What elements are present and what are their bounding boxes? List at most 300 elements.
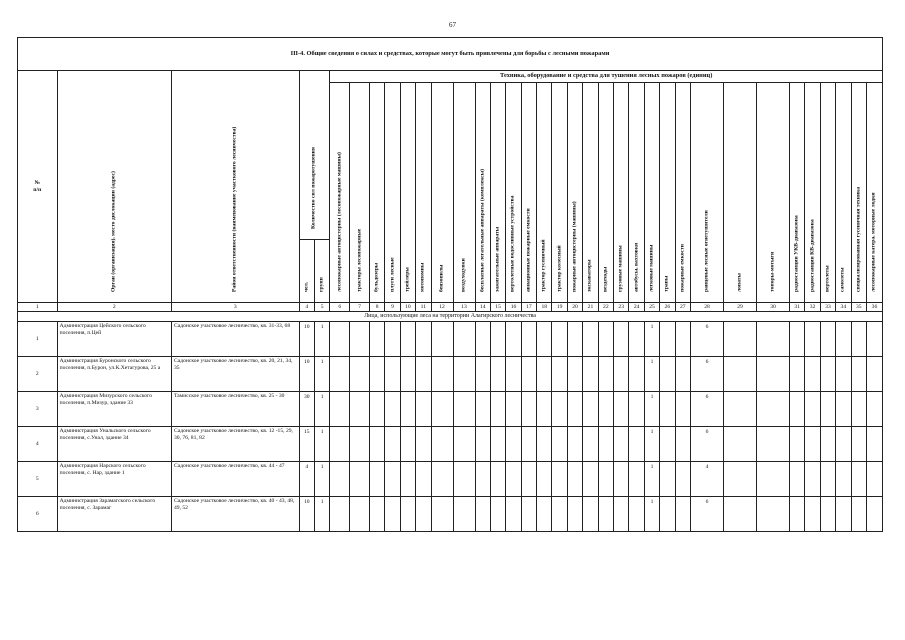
empty-cell (723, 322, 756, 357)
column-number: 16 (506, 303, 521, 312)
empty-cell (400, 462, 415, 497)
cell-organ: Администрация Унальского сельского поселения, с.Унал, здание 34 (57, 427, 171, 462)
empty-cell (385, 497, 400, 532)
cell-chel: 10 (299, 322, 314, 357)
empty-cell (723, 392, 756, 427)
column-number: 31 (789, 303, 804, 312)
empty-cell (836, 322, 851, 357)
empty-cell (820, 322, 835, 357)
empty-cell (453, 427, 475, 462)
tech-column-header: трапы (660, 83, 675, 303)
empty-cell (629, 497, 644, 532)
tech-column-header: экскаваторы (583, 83, 598, 303)
empty-cell (506, 357, 521, 392)
tech-column-header: бесплатные легательные аппараты (комплексы) (475, 83, 490, 303)
cell-rantsevye: 4 (690, 462, 723, 497)
empty-cell (490, 462, 505, 497)
column-number: 8 (369, 303, 384, 312)
empty-cell (330, 497, 350, 532)
empty-cell (453, 462, 475, 497)
cell-chel: 4 (299, 462, 314, 497)
empty-cell (385, 392, 400, 427)
empty-cell (675, 392, 690, 427)
empty-cell (598, 497, 613, 532)
tech-column-header: бульдозеры (369, 83, 384, 303)
empty-cell (552, 322, 567, 357)
empty-cell (866, 322, 882, 357)
column-number: 24 (629, 303, 644, 312)
empty-cell (400, 392, 415, 427)
empty-cell (789, 427, 804, 462)
empty-cell (789, 322, 804, 357)
column-number: 1 (18, 303, 58, 312)
empty-cell (385, 462, 400, 497)
column-number: 26 (660, 303, 675, 312)
table-row (18, 322, 883, 357)
empty-cell (805, 497, 820, 532)
cell-area: Садонское участковое лесничество, кв. 12 -15, 29, 30, 76, 81, 82 (171, 427, 299, 462)
empty-cell (490, 322, 505, 357)
empty-cell (552, 357, 567, 392)
empty-cell (836, 357, 851, 392)
empty-cell (629, 322, 644, 357)
tech-column-header: авиационные пожарные емкости (521, 83, 536, 303)
empty-cell (453, 357, 475, 392)
tech-column-header: вездеходы (598, 83, 613, 303)
column-number: 30 (756, 303, 789, 312)
table-row (18, 357, 883, 392)
empty-cell (330, 392, 350, 427)
cell-chel: 30 (299, 392, 314, 427)
empty-cell (583, 462, 598, 497)
empty-cell (369, 462, 384, 497)
column-number: 25 (644, 303, 659, 312)
empty-cell (431, 392, 453, 427)
empty-cell (756, 497, 789, 532)
column-number: 29 (723, 303, 756, 312)
empty-cell (660, 462, 675, 497)
empty-cell (431, 322, 453, 357)
cell-area: Садонское участковое лесничество, кв. 44 - 47 (171, 462, 299, 497)
tech-column-header: лесопожарные автоцистерны (лесопожарные машины) (330, 83, 350, 303)
column-number: 32 (805, 303, 820, 312)
empty-cell (567, 392, 582, 427)
column-number: 28 (690, 303, 723, 312)
cell-rantsevye: 6 (690, 392, 723, 427)
tech-column-header: ранцевые лесные огнетушители (690, 83, 723, 303)
empty-cell (660, 357, 675, 392)
cell-grupp: 1 (314, 427, 329, 462)
tech-column-header: вертолеты (820, 83, 835, 303)
empty-cell (614, 357, 629, 392)
empty-cell (552, 497, 567, 532)
table-row (18, 462, 883, 497)
cell-num: 4 (18, 427, 58, 462)
cell-grupp: 1 (314, 392, 329, 427)
header-chel: чел. (299, 240, 314, 303)
empty-cell (660, 322, 675, 357)
empty-cell (583, 357, 598, 392)
empty-cell (675, 497, 690, 532)
empty-cell (369, 322, 384, 357)
empty-cell (350, 427, 370, 462)
empty-cell (866, 497, 882, 532)
empty-cell (490, 357, 505, 392)
empty-cell (400, 357, 415, 392)
empty-cell (675, 427, 690, 462)
empty-cell (521, 392, 536, 427)
empty-cell (350, 322, 370, 357)
empty-cell (836, 427, 851, 462)
cell-num: 5 (18, 462, 58, 497)
empty-cell (789, 462, 804, 497)
tech-column-header: лесопожарные катера, моторные лодки (866, 83, 882, 303)
cell-rantsevye: 6 (690, 322, 723, 357)
cell-chel: 10 (299, 357, 314, 392)
empty-cell (723, 497, 756, 532)
empty-cell (675, 322, 690, 357)
empty-cell (416, 392, 431, 427)
empty-cell (416, 357, 431, 392)
cell-rantsevye: 6 (690, 497, 723, 532)
column-number: 17 (521, 303, 536, 312)
empty-cell (660, 427, 675, 462)
empty-cell (330, 322, 350, 357)
empty-cell (537, 357, 552, 392)
empty-cell (805, 357, 820, 392)
empty-cell (820, 357, 835, 392)
empty-cell (537, 427, 552, 462)
table-row (18, 497, 883, 532)
empty-cell (756, 427, 789, 462)
empty-cell (369, 392, 384, 427)
empty-cell (598, 322, 613, 357)
empty-cell (385, 427, 400, 462)
column-number: 2 (57, 303, 171, 312)
tech-column-header: бензопилы (431, 83, 453, 303)
cell-chel: 10 (299, 497, 314, 532)
empty-cell (836, 392, 851, 427)
empty-cell (537, 497, 552, 532)
cell-legkovye: 1 (644, 322, 659, 357)
empty-cell (475, 497, 490, 532)
empty-cell (851, 357, 866, 392)
cell-num: 1 (18, 322, 58, 357)
empty-cell (805, 462, 820, 497)
cell-legkovye: 1 (644, 462, 659, 497)
column-number: 9 (385, 303, 400, 312)
column-number: 7 (350, 303, 370, 312)
tech-column-header: пожарные автоцистерны (машины) (567, 83, 582, 303)
page-number: 67 (449, 21, 456, 29)
empty-cell (756, 392, 789, 427)
empty-cell (851, 322, 866, 357)
empty-cell (614, 497, 629, 532)
cell-num: 2 (18, 357, 58, 392)
empty-cell (629, 357, 644, 392)
empty-cell (660, 392, 675, 427)
column-number: 34 (836, 303, 851, 312)
empty-cell (490, 392, 505, 427)
empty-cell (416, 322, 431, 357)
cell-grupp: 1 (314, 322, 329, 357)
column-number: 18 (537, 303, 552, 312)
empty-cell (330, 462, 350, 497)
tech-column-header: воздуходувки (453, 83, 475, 303)
empty-cell (756, 462, 789, 497)
empty-cell (866, 462, 882, 497)
empty-cell (537, 392, 552, 427)
empty-cell (723, 462, 756, 497)
empty-cell (756, 357, 789, 392)
empty-cell (431, 427, 453, 462)
empty-cell (583, 322, 598, 357)
column-number: 36 (866, 303, 882, 312)
empty-cell (506, 427, 521, 462)
header-num: № п/п (18, 71, 58, 303)
cell-grupp: 1 (314, 357, 329, 392)
empty-cell (475, 357, 490, 392)
column-number: 4 (299, 303, 314, 312)
table-title: III-4. Общие сведения о силах и средствах, которые могут быть привлечены для борьбы с лесными пожарами (18, 38, 883, 71)
column-number: 6 (330, 303, 350, 312)
empty-cell (805, 322, 820, 357)
column-number: 3 (171, 303, 299, 312)
empty-cell (598, 427, 613, 462)
empty-cell (567, 357, 582, 392)
empty-cell (537, 322, 552, 357)
cell-legkovye: 1 (644, 392, 659, 427)
column-number: 13 (453, 303, 475, 312)
column-number: 27 (675, 303, 690, 312)
empty-cell (805, 392, 820, 427)
empty-cell (598, 392, 613, 427)
tech-column-header: пожарные емкости (675, 83, 690, 303)
cell-rantsevye: 6 (690, 357, 723, 392)
empty-cell (789, 497, 804, 532)
empty-cell (851, 497, 866, 532)
empty-cell (583, 497, 598, 532)
cell-organ: Администрация Зарамагского сельского поселения, с. Зарамаг (57, 497, 171, 532)
empty-cell (521, 357, 536, 392)
empty-cell (350, 462, 370, 497)
tech-column-header: специализированная гусеничная техника (851, 83, 866, 303)
empty-cell (552, 462, 567, 497)
header-organ: Орган (организация), место дислокации (адрес) (57, 71, 171, 303)
cell-organ: Администрация Нарского сельского поселения, с. Нар, здание 1 (57, 462, 171, 497)
empty-cell (866, 427, 882, 462)
column-number: 15 (490, 303, 505, 312)
cell-grupp: 1 (314, 462, 329, 497)
tech-column-header: вертолетные водосливные устройства (506, 83, 521, 303)
column-number: 21 (583, 303, 598, 312)
empty-cell (820, 497, 835, 532)
empty-cell (369, 427, 384, 462)
empty-cell (453, 322, 475, 357)
column-number: 33 (820, 303, 835, 312)
empty-cell (350, 497, 370, 532)
empty-cell (598, 462, 613, 497)
tech-column-header: автобусы, вахтовки (629, 83, 644, 303)
empty-cell (369, 497, 384, 532)
empty-cell (453, 497, 475, 532)
empty-cell (416, 462, 431, 497)
empty-cell (660, 497, 675, 532)
empty-cell (350, 357, 370, 392)
column-number: 20 (567, 303, 582, 312)
header-grupp: групп (314, 240, 329, 303)
empty-cell (521, 322, 536, 357)
tech-column-header: самолеты (836, 83, 851, 303)
empty-cell (506, 322, 521, 357)
empty-cell (431, 357, 453, 392)
empty-cell (475, 427, 490, 462)
empty-cell (490, 427, 505, 462)
empty-cell (330, 427, 350, 462)
empty-cell (614, 427, 629, 462)
empty-cell (400, 322, 415, 357)
empty-cell (537, 462, 552, 497)
table-row (18, 392, 883, 427)
cell-num: 6 (18, 497, 58, 532)
empty-cell (614, 322, 629, 357)
cell-organ: Администрация Мизурского сельского поселения, п.Мизур, здание 33 (57, 392, 171, 427)
empty-cell (723, 357, 756, 392)
empty-cell (789, 392, 804, 427)
column-number: 10 (400, 303, 415, 312)
empty-cell (629, 427, 644, 462)
tech-column-header: тракторы лесопожарные (350, 83, 370, 303)
empty-cell (552, 427, 567, 462)
tech-column-header: трактор колесный (552, 83, 567, 303)
cell-rantsevye: 6 (690, 427, 723, 462)
cell-legkovye: 1 (644, 427, 659, 462)
forces-table (17, 37, 883, 532)
empty-cell (820, 392, 835, 427)
column-number: 14 (475, 303, 490, 312)
empty-cell (866, 392, 882, 427)
column-number: 12 (431, 303, 453, 312)
empty-cell (675, 462, 690, 497)
empty-cell (385, 322, 400, 357)
empty-cell (453, 392, 475, 427)
cell-organ: Администрация Цейского сельского поселения, п.Цей (57, 322, 171, 357)
empty-cell (756, 322, 789, 357)
empty-cell (567, 497, 582, 532)
empty-cell (350, 392, 370, 427)
empty-cell (416, 427, 431, 462)
tech-column-header: топоры-мотыги (756, 83, 789, 303)
empty-cell (851, 427, 866, 462)
cell-area: Тамисское участковое лесничество, кв. 25 - 30 (171, 392, 299, 427)
empty-cell (521, 462, 536, 497)
empty-cell (583, 392, 598, 427)
empty-cell (506, 392, 521, 427)
empty-cell (567, 462, 582, 497)
empty-cell (400, 497, 415, 532)
empty-cell (583, 427, 598, 462)
empty-cell (506, 497, 521, 532)
empty-cell (836, 497, 851, 532)
tech-column-header: мотопомпы (416, 83, 431, 303)
empty-cell (614, 462, 629, 497)
cell-area: Садонское участковое лесничество, кв. 20, 21, 34, 35 (171, 357, 299, 392)
column-number: 22 (598, 303, 613, 312)
empty-cell (820, 427, 835, 462)
empty-cell (675, 357, 690, 392)
empty-cell (789, 357, 804, 392)
column-number: 5 (314, 303, 329, 312)
empty-cell (598, 357, 613, 392)
tech-column-header: зажигательные аппараты (490, 83, 505, 303)
tech-column-header: радиостанции КВ-диапазона (805, 83, 820, 303)
column-number: 11 (416, 303, 431, 312)
table-row (18, 427, 883, 462)
header-area: Район ответственности (наименование участкового лесничества) (171, 71, 299, 303)
empty-cell (866, 357, 882, 392)
tech-column-header: радиостанции УКВ-диапазона (789, 83, 804, 303)
empty-cell (506, 462, 521, 497)
tech-column-header: лопаты (723, 83, 756, 303)
empty-cell (567, 322, 582, 357)
column-number: 23 (614, 303, 629, 312)
tech-column-header: легковые машины (644, 83, 659, 303)
empty-cell (629, 462, 644, 497)
empty-cell (475, 322, 490, 357)
cell-area: Садонское участковое лесничество, кв. 40 - 43, 48, 49, 52 (171, 497, 299, 532)
empty-cell (851, 462, 866, 497)
empty-cell (431, 497, 453, 532)
tech-column-header: трактор гусеничный (537, 83, 552, 303)
empty-cell (490, 497, 505, 532)
cell-legkovye: 1 (644, 357, 659, 392)
empty-cell (521, 497, 536, 532)
cell-organ: Администрация Буронского сельского поселения, п.Бурон, ул.К.Хетагурова, 25 а (57, 357, 171, 392)
column-number: 35 (851, 303, 866, 312)
tech-column-header: плуги лесные (385, 83, 400, 303)
header-tech: Техника, оборудование и средства для тушения лесных пожаров (единиц) (330, 71, 883, 83)
empty-cell (369, 357, 384, 392)
empty-cell (385, 357, 400, 392)
header-count: Количество сил пожаротушения (299, 71, 330, 240)
empty-cell (552, 392, 567, 427)
tech-column-header: грузовые машины (614, 83, 629, 303)
empty-cell (851, 392, 866, 427)
empty-cell (475, 462, 490, 497)
empty-cell (820, 462, 835, 497)
cell-chel: 15 (299, 427, 314, 462)
empty-cell (521, 427, 536, 462)
section-title: Лица, использующие леса на территории Алагирского лесничества (18, 312, 883, 322)
cell-grupp: 1 (314, 497, 329, 532)
empty-cell (836, 462, 851, 497)
cell-num: 3 (18, 392, 58, 427)
column-number: 19 (552, 303, 567, 312)
cell-legkovye: 1 (644, 497, 659, 532)
empty-cell (567, 427, 582, 462)
empty-cell (629, 392, 644, 427)
empty-cell (330, 357, 350, 392)
empty-cell (805, 427, 820, 462)
empty-cell (614, 392, 629, 427)
empty-cell (400, 427, 415, 462)
tech-column-header: трейлеры (400, 83, 415, 303)
cell-area: Садонское участковое лесничество, кв. 31-33, 68 (171, 322, 299, 357)
empty-cell (416, 497, 431, 532)
empty-cell (475, 392, 490, 427)
empty-cell (723, 427, 756, 462)
empty-cell (431, 462, 453, 497)
